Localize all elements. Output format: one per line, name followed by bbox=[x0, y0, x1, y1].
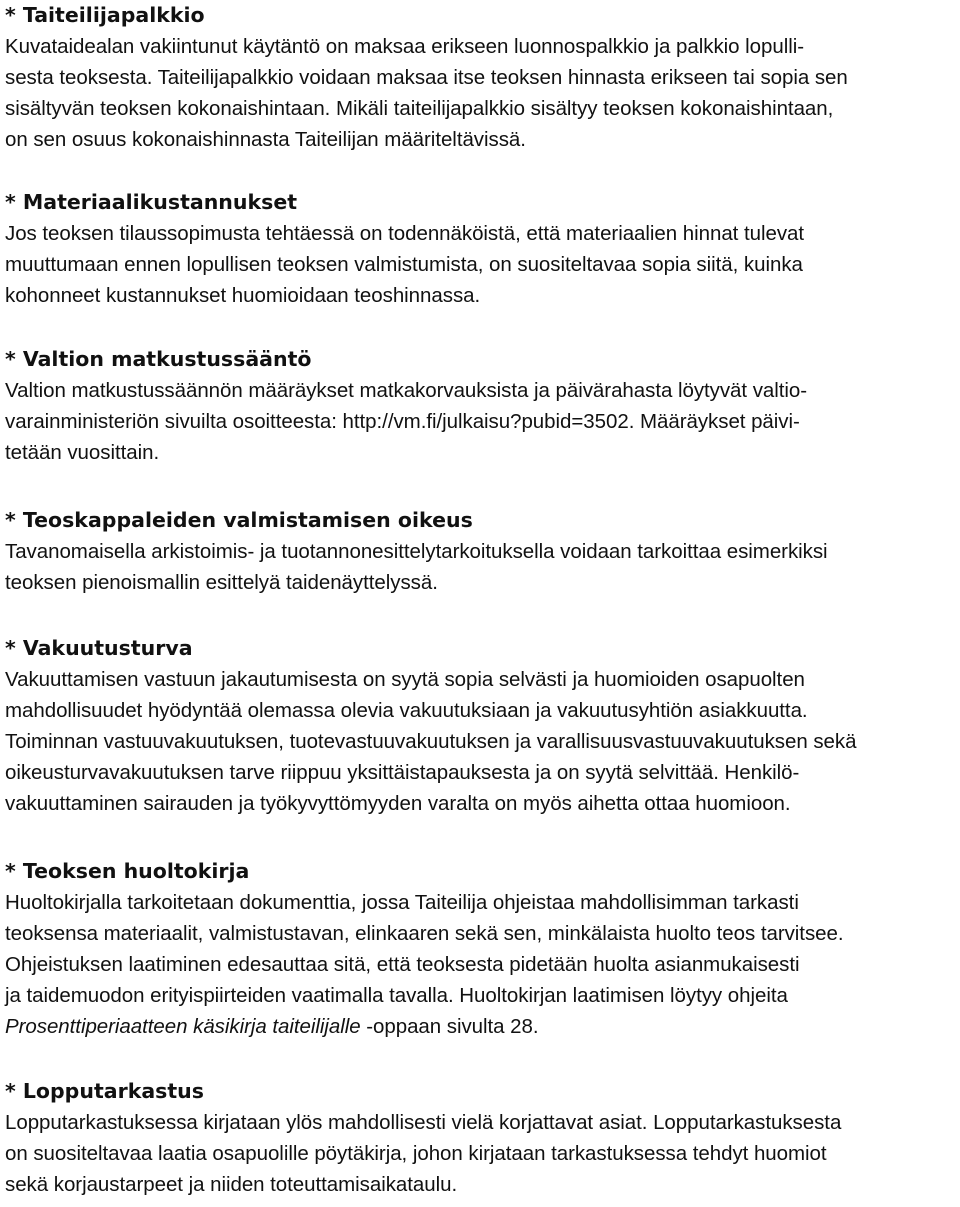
body-line: oikeusturvavakuutuksen tarve riippuu yksittäistapauksesta ja on syytä selvittää. Henkilö- bbox=[5, 761, 800, 784]
reference-suffix: -oppaan sivulta 28. bbox=[360, 1015, 539, 1038]
section-heading: * Teoskappaleiden valmistamisen oikeus bbox=[5, 508, 473, 532]
section-heading: * Teoksen huoltokirja bbox=[5, 859, 250, 883]
section-materiaalikustannukset bbox=[5, 187, 804, 311]
body-line: Toiminnan vastuuvakuutuksen, tuotevastuuvakuutuksen ja varallisuusvastuuvakuutuksen sekä bbox=[5, 730, 857, 753]
body-line: Ohjeistuksen laatiminen edesauttaa sitä, että teoksesta pidetään huolta asianmukaisesti bbox=[5, 953, 800, 976]
body-line: teoksen pienoismallin esittelyä taidenäyttelyssä. bbox=[5, 571, 438, 594]
section-vakuutusturva bbox=[5, 633, 856, 819]
section-heading: * Vakuutusturva bbox=[5, 636, 193, 660]
section-valtion-matkustussaanto bbox=[5, 344, 807, 468]
body-line: teoksensa materiaalit, valmistustavan, elinkaaren sekä sen, minkälaista huolto teos tarvitsee. bbox=[5, 922, 844, 945]
body-line: sesta teoksesta. Taiteilijapalkkio voidaan maksaa itse teoksen hinnasta erikseen tai sopia sen bbox=[5, 66, 848, 89]
section-heading: * Lopputarkastus bbox=[5, 1079, 204, 1103]
body-line: on suositeltavaa laatia osapuolille pöytäkirja, johon kirjataan tarkastuksessa tehdyt huomiot bbox=[5, 1142, 827, 1165]
body-line: Valtion matkustussäännön määräykset matkakorvauksista ja päivärahasta löytyvät valtio- bbox=[5, 379, 808, 402]
body-line: sisältyvän teoksen kokonaishintaan. Mikäli taiteilijapalkkio sisältyy teoksen kokonaishintaan, bbox=[5, 97, 834, 120]
body-line: mahdollisuudet hyödyntää olemassa olevia vakuutuksiaan ja vakuutusyhtiön asiakkuutta. bbox=[5, 699, 808, 722]
section-taiteilijapalkkio bbox=[5, 0, 848, 155]
body-line: vakuuttaminen sairauden ja työkyvyttömyyden varalta on myös aihetta ottaa huomioon. bbox=[5, 792, 791, 815]
body-line: on sen osuus kokonaishinnasta Taiteilijan määriteltävissä. bbox=[5, 128, 526, 151]
section-heading: * Taiteilijapalkkio bbox=[5, 3, 205, 27]
body-line: Vakuuttamisen vastuun jakautumisesta on syytä sopia selvästi ja huomioiden osapuolten bbox=[5, 668, 805, 691]
body-line: sekä korjaustarpeet ja niiden toteuttamisaikataulu. bbox=[5, 1173, 458, 1196]
body-line: Lopputarkastuksessa kirjataan ylös mahdollisesti vielä korjattavat asiat. Lopputarkastuksesta bbox=[5, 1111, 842, 1134]
section-heading: * Materiaalikustannukset bbox=[5, 190, 298, 214]
section-lopputarkastus bbox=[5, 1076, 841, 1200]
body-line: kohonneet kustannukset huomioidaan teoshinnassa. bbox=[5, 284, 481, 307]
body-line: ja taidemuodon erityispiirteiden vaatimalla tavalla. Huoltokirjan laatimisen löytyy ohjeita bbox=[5, 984, 788, 1007]
body-line: Jos teoksen tilaussopimusta tehtäessä on todennäköistä, että materiaalien hinnat tulevat bbox=[5, 222, 805, 245]
book-title-italic: Prosenttiperiaatteen käsikirja taiteilijalle bbox=[5, 1015, 361, 1038]
section-teoksen-huoltokirja bbox=[5, 856, 844, 1042]
section-heading: * Valtion matkustussääntö bbox=[5, 347, 312, 371]
body-line-with-reference bbox=[5, 1011, 844, 1042]
body-line: tetään vuosittain. bbox=[5, 441, 160, 464]
body-line: varainministeriön sivuilta osoitteesta: http://vm.fi/julkaisu?pubid=3502. Määräykset päivi- bbox=[5, 410, 800, 433]
body-line: muuttumaan ennen lopullisen teoksen valmistumista, on suositeltavaa sopia siitä, kuinka bbox=[5, 253, 803, 276]
body-line: Tavanomaisella arkistoimis- ja tuotannonesittelytarkoituksella voidaan tarkoittaa esimerkiksi bbox=[5, 540, 828, 563]
body-line: Huoltokirjalla tarkoitetaan dokumenttia, jossa Taiteilija ohjeistaa mahdollisimman tarkasti bbox=[5, 891, 799, 914]
section-teoskappaleiden-valmistaminen bbox=[5, 505, 828, 598]
body-line: Kuvataidealan vakiintunut käytäntö on maksaa erikseen luonnospalkkio ja palkkio lopulli- bbox=[5, 35, 805, 58]
